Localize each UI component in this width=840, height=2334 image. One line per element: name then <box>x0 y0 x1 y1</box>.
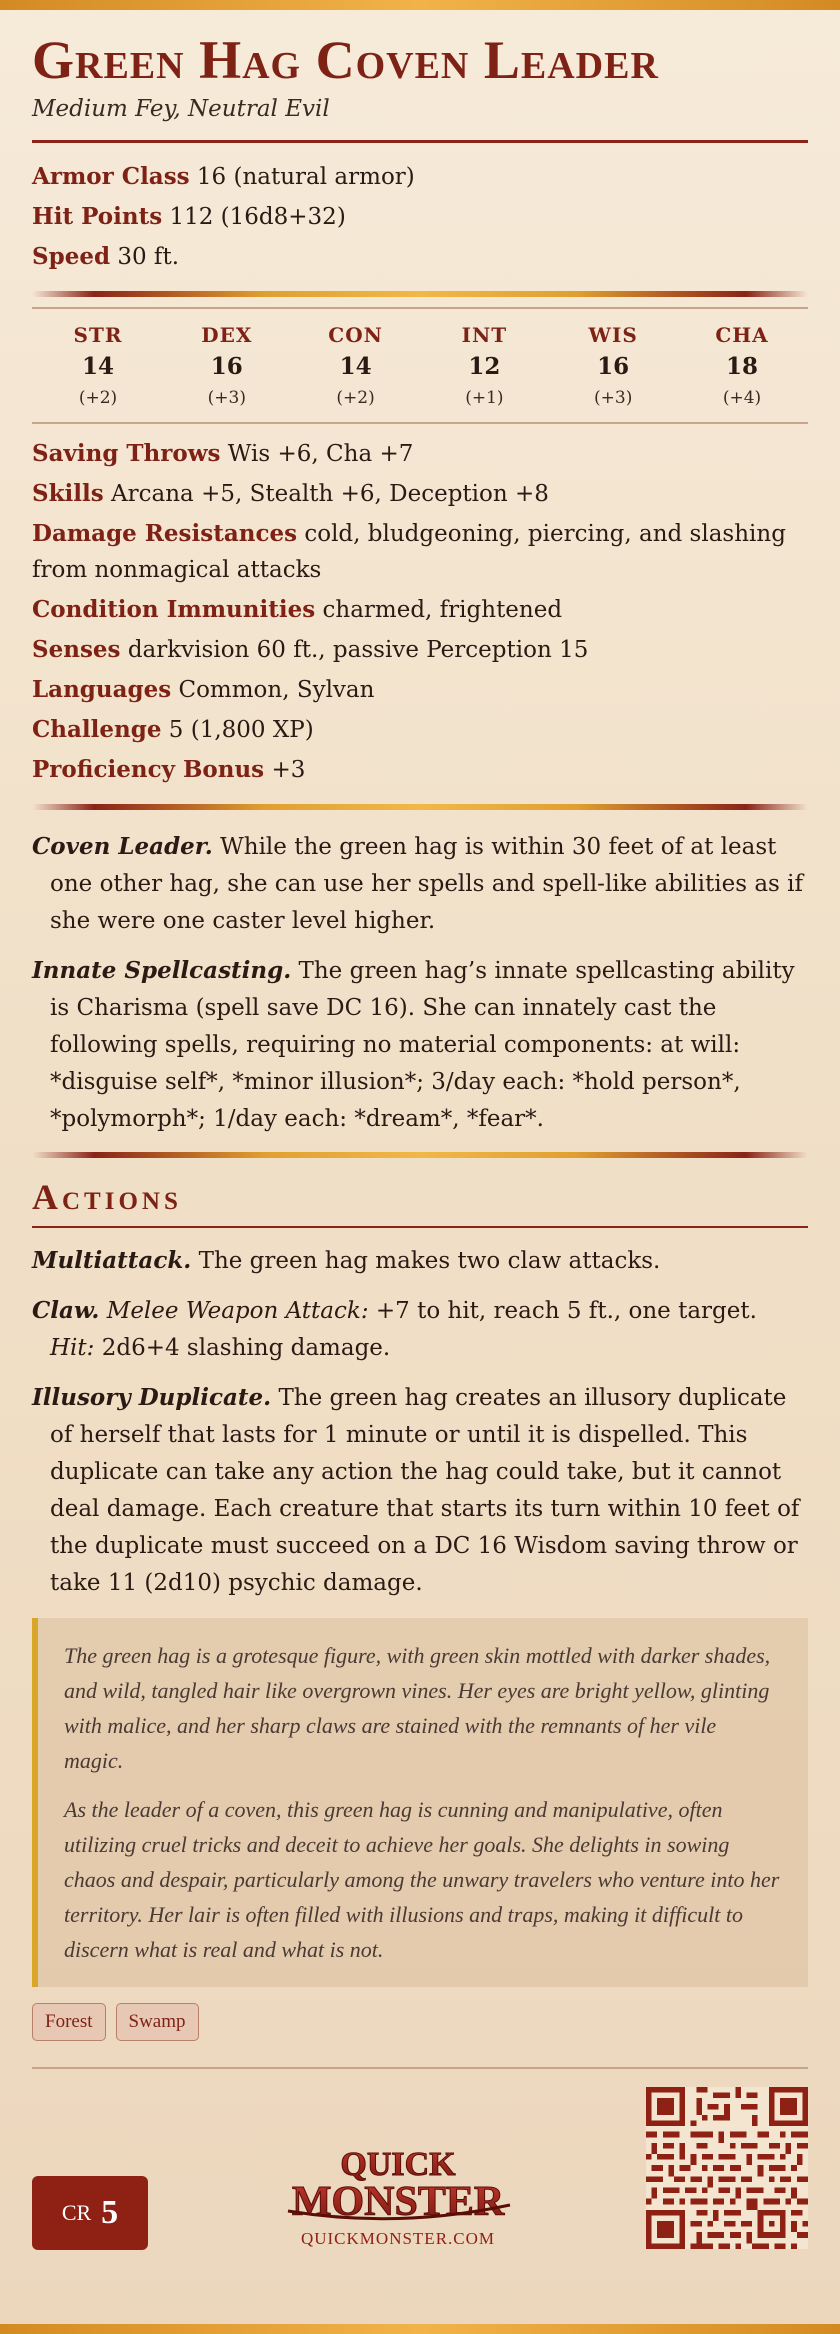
ability-dex: DEX 16 (+3) <box>201 323 253 408</box>
ability-wis: WIS 16 (+3) <box>588 323 638 408</box>
challenge: Challenge 5 (1,800 XP) <box>32 716 314 743</box>
tag-list <box>32 2003 808 2041</box>
qr-code-image <box>646 2087 808 2249</box>
lore-box <box>32 1618 808 1987</box>
tag-forest[interactable]: Forest <box>32 2003 106 2041</box>
stat-block <box>32 28 808 2279</box>
logo-text-quick: QUICK <box>340 2146 456 2183</box>
divider <box>32 140 808 143</box>
ability-int: INT 12 (+1) <box>461 323 508 408</box>
languages: Languages Common, Sylvan <box>32 676 375 703</box>
logo-text-monster: MONSTER <box>291 2179 505 2223</box>
actions-heading: Actions <box>32 1177 182 1217</box>
divider <box>32 291 808 297</box>
skills: Skills Arcana +5, Stealth +6, Deception +8 <box>32 480 549 507</box>
ability-str: STR 14 (+2) <box>73 323 123 408</box>
quickmonster-logo[interactable] <box>278 2141 518 2249</box>
action-multiattack: Multiattack. The green hag makes two claw attacks. <box>32 1247 661 1274</box>
lore-paragraph: As the leader of a coven, this green hag is cunning and manipulative, often utilizing cruel tricks and deceit to achieve her goals. She delights in sowing chaos and despair, particularly among the unwary travelers who venture into her territory. Her lair is often filled with illusions and traps, making it difficult to discern what is real and what is not. <box>64 1797 780 1962</box>
condition-immunities: Condition Immunities charmed, frightened <box>32 596 563 623</box>
armor-class: Armor Class 16 (natural armor) <box>32 163 415 190</box>
action-illusory-duplicate: Illusory Duplicate. The green hag creates an illusory duplicate of herself that lasts for 1 minute or until it is dispelled. This duplicate can take any action the hag could take, but it cannot deal damage. Each creature that starts its turn within 10 feet of the duplicate must succeed on a DC 16 Wisdom saving throw or take 11 (2d10) psychic damage. <box>32 1384 800 1596</box>
action-claw: Claw. Melee Weapon Attack: +7 to hit, reach 5 ft., one target. Hit: 2d6+4 slashing damage. <box>32 1297 757 1361</box>
footer <box>32 2069 808 2279</box>
tag-swamp[interactable]: Swamp <box>116 2003 199 2041</box>
monster-meta: Medium Fey, Neutral Evil <box>32 96 330 122</box>
proficiency-bonus: Proficiency Bonus +3 <box>32 756 306 783</box>
ability-con: CON 14 (+2) <box>328 323 383 408</box>
divider <box>32 804 808 810</box>
qr-code <box>646 2087 808 2249</box>
cr-badge: CR 5 <box>32 2176 148 2250</box>
trait-coven-leader: Coven Leader. While the green hag is within 30 feet of at least one other hag, she can use her spells and spell-like abilities as if she were one caster level higher. <box>32 833 804 934</box>
monster-name: Green Hag Coven Leader <box>32 30 659 90</box>
divider <box>32 422 808 424</box>
divider <box>32 1226 808 1228</box>
top-border <box>0 0 840 10</box>
senses: Senses darkvision 60 ft., passive Perception 15 <box>32 636 589 663</box>
logo-wordmark <box>278 2141 518 2223</box>
divider <box>32 1152 808 1158</box>
lore-paragraph: The green hag is a grotesque figure, with green skin mottled with darker shades, and wild, tangled hair like overgrown vines. Her eyes are bright yellow, glinting with malice, and her sharp claws are stained with the remnants of her vile magic. <box>64 1643 771 1773</box>
site-url[interactable]: QUICKMONSTER.COM <box>300 2229 496 2248</box>
saving-throws: Saving Throws Wis +6, Cha +7 <box>32 440 414 467</box>
ability-cha: CHA 18 (+4) <box>715 323 769 408</box>
bottom-border <box>0 2324 840 2334</box>
speed: Speed 30 ft. <box>32 243 180 270</box>
trait-innate-spellcasting: Innate Spellcasting. The green hag’s innate spellcasting ability is Charisma (spell save DC 16). She can innately cast the following spells, requiring no material components: at will: *disguise self*, *minor illusion*; 3/day each: *hold person*, *polymorph*; 1/day each: *dream*, *fear*. <box>32 957 795 1132</box>
damage-resistances: Damage Resistances cold, bludgeoning, piercing, and slashing from nonmagical attacks <box>32 520 786 583</box>
ability-scores <box>32 309 808 422</box>
hit-points: Hit Points 112 (16d8+32) <box>32 203 346 230</box>
